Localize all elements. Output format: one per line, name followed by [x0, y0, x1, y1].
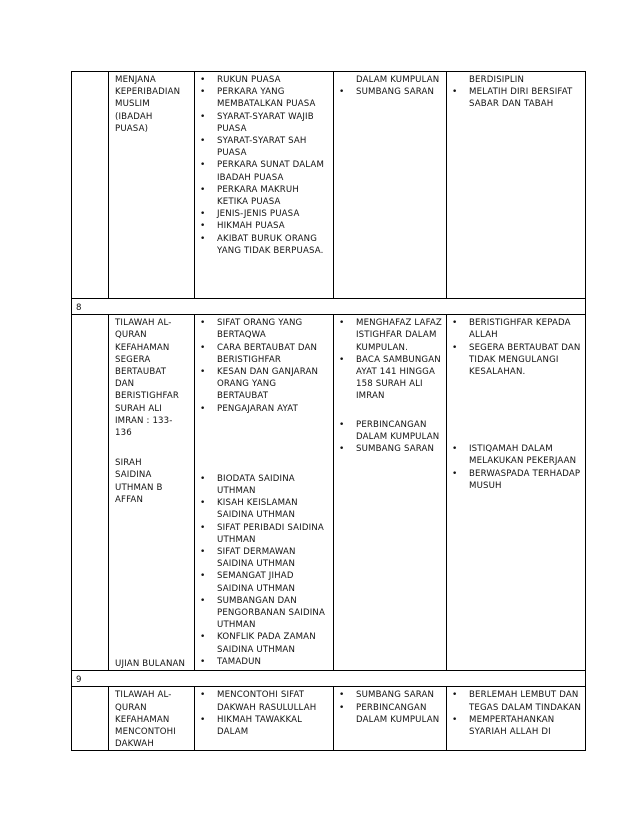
activity-cell	[334, 687, 447, 751]
activity-cell	[334, 315, 447, 671]
activity-cell	[334, 72, 447, 299]
list-item: • BERISTIGHFAR KEPADA ALLAH	[469, 317, 582, 341]
topic-cell	[109, 687, 195, 751]
values-cell	[447, 72, 586, 299]
list-item: • SIFAT ORANG YANG BERTAQWA	[217, 317, 330, 341]
topic-text: SIRAH SAIDINA UTHMAN B AFFAN	[115, 458, 163, 505]
week-cell	[72, 315, 109, 671]
list-item: • JENIS-JENIS PUASA	[217, 208, 330, 220]
list-item: • ISTIQAMAH DALAM MELAKUKAN PEKERJAAN	[469, 443, 582, 467]
content-cell	[195, 315, 334, 671]
list-item: • MENGHAFAZ LAFAZ ISTIGHFAR DALAM KUMPULAN.	[356, 317, 443, 354]
values-list	[447, 687, 585, 738]
activity-list	[334, 687, 446, 726]
list-item: • HIKMAH TAWAKKAL DALAM	[217, 714, 330, 738]
week-number: 8	[72, 299, 586, 315]
list-item: • RUKUN PUASA	[217, 74, 330, 86]
values-list	[447, 441, 585, 492]
list-item: • PERBINCANGAN DALAM KUMPULAN	[356, 419, 443, 443]
values-list	[447, 86, 585, 110]
list-item: • SIFAT PERIBADI SAIDINA UTHMAN	[217, 522, 330, 546]
exam-label: UJIAN BULANAN	[115, 659, 186, 670]
topic-cell	[109, 72, 195, 299]
content-cell	[195, 72, 334, 299]
list-item: • KISAH KEISLAMAN SAIDINA UTHMAN	[217, 497, 330, 521]
list-item: • PERBINCANGAN DALAM KUMPULAN	[356, 702, 443, 726]
list-item: • SYARAT-SYARAT WAJIB PUASA	[217, 111, 330, 135]
list-item: • AKIBAT BURUK ORANG YANG TIDAK BERPUASA.	[217, 233, 330, 257]
list-item: • HIKMAH PUASA	[217, 220, 330, 232]
list-item: • PENGAJARAN AYAT	[217, 403, 330, 415]
content-list	[195, 315, 333, 415]
list-item: • PERKARA YANG MEMBATALKAN PUASA	[217, 86, 330, 110]
list-item: • SIFAT DERMAWAN SAIDINA UTHMAN	[217, 546, 330, 570]
activity-list	[334, 86, 446, 98]
table-row-continued	[72, 72, 586, 299]
list-item: • BERLEMAH LEMBUT DAN TEGAS DALAM TINDAKAN	[469, 689, 582, 713]
week-cell	[72, 687, 109, 751]
list-item: • MENCONTOHI SIFAT DAKWAH RASULULLAH	[217, 689, 330, 713]
content-cell	[195, 687, 334, 751]
content-list	[195, 471, 333, 668]
table-row	[72, 687, 586, 751]
week-number: 9	[72, 671, 586, 687]
topic-cell	[109, 315, 195, 671]
list-item: • BERWASPADA TERHADAP MUSUH	[469, 468, 582, 492]
list-item-continued: DALAM KUMPULAN	[356, 75, 440, 85]
topic-text: TILAWAH AL- QURAN KEFAHAMAN MENCONTOHI DAKWAH	[115, 690, 176, 750]
activity-continued	[334, 72, 446, 86]
list-item: • SUMBANGAN DAN PENGORBANAN SAIDINA UTHMAN	[217, 595, 330, 632]
values-list	[447, 315, 585, 378]
list-item: • TAMADUN	[217, 656, 330, 668]
values-cell	[447, 687, 586, 751]
topic-text: MENJANA KEPERIBADIAN MUSLIM (IBADAH PUASA)	[115, 75, 181, 134]
list-item: • SUMBANG SARAN	[356, 86, 443, 98]
content-list	[195, 687, 333, 738]
list-item: • SYARAT-SYARAT SAH PUASA	[217, 135, 330, 159]
list-item: • KONFLIK PADA ZAMAN SAIDINA UTHMAN	[217, 631, 330, 655]
list-item: • BACA SAMBUNGAN AYAT 141 HINGGA 158 SURAH ALI IMRAN	[356, 354, 443, 403]
lesson-plan-table	[71, 71, 586, 751]
list-item: • SEGERA BERTAUBAT DAN TIDAK MENGULANGI KESALAHAN.	[469, 342, 582, 379]
week-cell	[72, 72, 109, 299]
list-item: • SUMBANG SARAN	[356, 689, 443, 701]
values-cell	[447, 315, 586, 671]
list-item: • MEMPERTAHANKAN SYARIAH ALLAH DI	[469, 714, 582, 738]
list-item: • SEMANGAT JIHAD SAIDINA UTHMAN	[217, 570, 330, 594]
content-list	[195, 72, 333, 257]
list-item: • SUMBANG SARAN	[356, 443, 443, 455]
week-number-row	[72, 671, 586, 687]
list-item: • PERKARA SUNAT DALAM IBADAH PUASA	[217, 159, 330, 183]
list-item: • KESAN DAN GANJARAN ORANG YANG BERTAUBAT	[217, 366, 330, 403]
values-continued	[447, 72, 585, 86]
list-item: • BIODATA SAIDINA UTHMAN	[217, 473, 330, 497]
week-number-row	[72, 299, 586, 315]
list-item: • CARA BERTAUBAT DAN BERISTIGHFAR	[217, 342, 330, 366]
list-item: • PERKARA MAKRUH KETIKA PUASA	[217, 184, 330, 208]
list-item: • MELATIH DIRI BERSIFAT SABAR DAN TABAH	[469, 86, 582, 110]
list-item-continued: BERDISIPLIN	[469, 75, 525, 85]
activity-list	[334, 417, 446, 456]
activity-list	[334, 315, 446, 402]
topic-text: TILAWAH AL- QURAN KEFAHAMAN SEGERA BERTAUBAT DAN BERISTIGHFAR SURAH ALI IMRAN : 133- 136	[115, 318, 179, 439]
table-row	[72, 315, 586, 671]
